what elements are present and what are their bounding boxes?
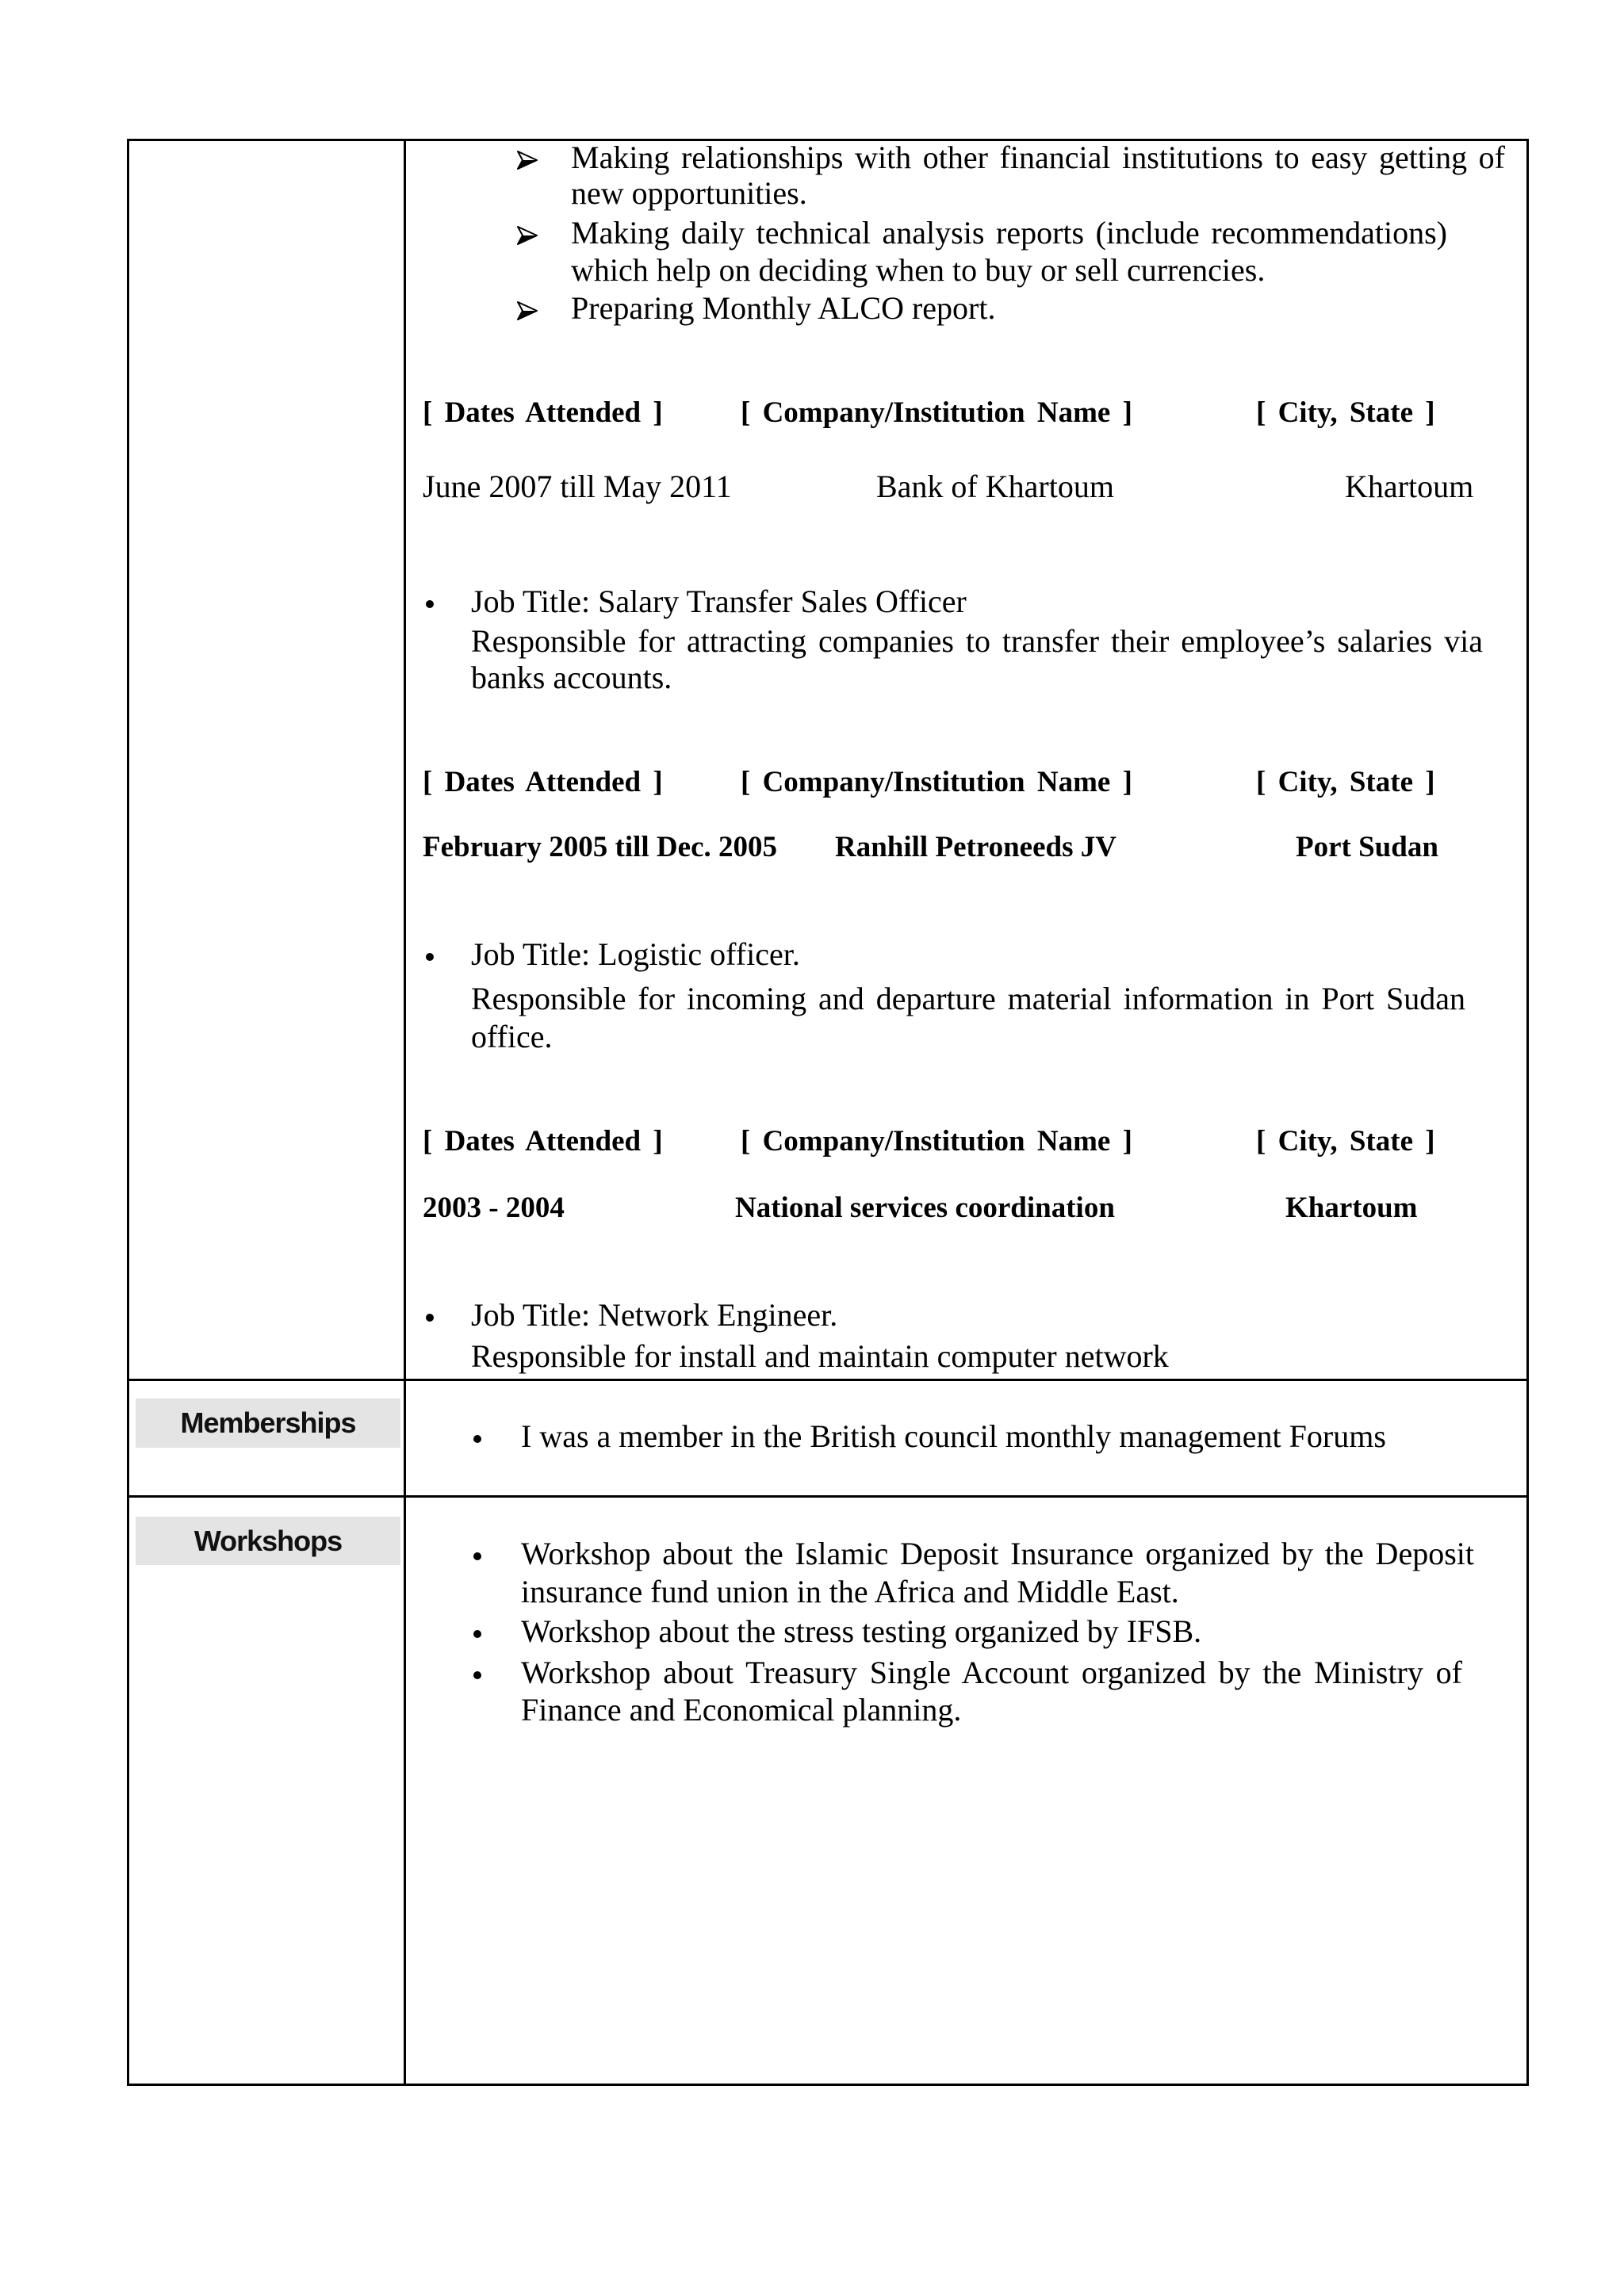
entry-dates: 2003 - 2004 [423,1192,565,1224]
bullet-icon [426,1314,434,1322]
workshop-item-line: Workshop about the stress testing organized by IFSB. [521,1613,1202,1649]
workshop-item-line: Workshop about Treasury Single Account organized by the Ministry of [521,1655,1462,1690]
column-header-dates: [ Dates Attended ] [423,396,663,429]
entry-description-line: office. [471,1019,553,1054]
bullet-icon [426,953,434,961]
column-header-location: [ City, State ] [1256,766,1435,798]
row-divider-workshops [127,1495,1529,1498]
bullet-text-line: Making relationships with other financial institutions to easy getting of [571,140,1505,175]
workshop-item-line: Finance and Economical planning. [521,1692,962,1728]
entry-job-title: Job Title: Network Engineer. [471,1297,838,1333]
arrow-bullet-icon [517,226,538,245]
column-header-company: [ Company/Institution Name ] [741,396,1132,429]
arrow-bullet-icon [517,301,538,320]
workshop-item-line: insurance fund union in the Africa and Middle East. [521,1574,1179,1609]
column-header-company: [ Company/Institution Name ] [741,766,1132,798]
bullet-text-line: Preparing Monthly ALCO report. [571,290,996,326]
row-divider-memberships [127,1379,1529,1381]
workshop-item-line: Workshop about the Islamic Deposit Insurance organized by the Deposit [521,1536,1474,1571]
column-header-dates: [ Dates Attended ] [423,766,663,798]
entry-dates: February 2005 till Dec. 2005 [423,831,777,863]
entry-company: National services coordination [735,1192,1115,1224]
membership-item: I was a member in the British council monthly management Forums [521,1418,1386,1454]
column-header-dates: [ Dates Attended ] [423,1125,663,1158]
entry-location: Khartoum [1345,469,1474,504]
entry-dates: June 2007 till May 2011 [423,469,732,504]
entry-job-title: Job Title: Logistic officer. [471,936,800,972]
entry-location: Khartoum [1285,1192,1418,1224]
column-header-company: [ Company/Institution Name ] [741,1125,1132,1158]
entry-description-line: Responsible for incoming and departure material information in Port Sudan [471,981,1465,1016]
entry-company: Ranhill Petroneeds JV [835,831,1116,863]
entry-description-line: Responsible for attracting companies to transfer their employee’s salaries via [471,623,1483,659]
bullet-icon [473,1671,481,1679]
entry-description-line: Responsible for install and maintain computer network [471,1338,1169,1374]
entry-description-line: banks accounts. [471,660,672,695]
column-header-location: [ City, State ] [1256,1125,1435,1158]
entry-location: Port Sudan [1296,831,1438,863]
bullet-text-line: Making daily technical analysis reports (include recommendations) [571,215,1447,251]
bullet-text-line: which help on deciding when to buy or sell currencies. [571,252,1266,288]
bullet-text-line: new opportunities. [571,175,807,211]
memberships-label: Memberships [136,1399,400,1448]
entry-job-title: Job Title: Salary Transfer Sales Officer [471,584,967,619]
bullet-icon [473,1435,481,1443]
column-header-location: [ City, State ] [1256,396,1435,429]
entry-company: Bank of Khartoum [876,469,1114,504]
bullet-icon [426,600,434,608]
bullet-icon [473,1552,481,1560]
workshops-label: Workshops [136,1517,400,1565]
bullet-icon [473,1630,481,1638]
arrow-bullet-icon [517,151,538,170]
label-column-divider [404,139,406,2086]
